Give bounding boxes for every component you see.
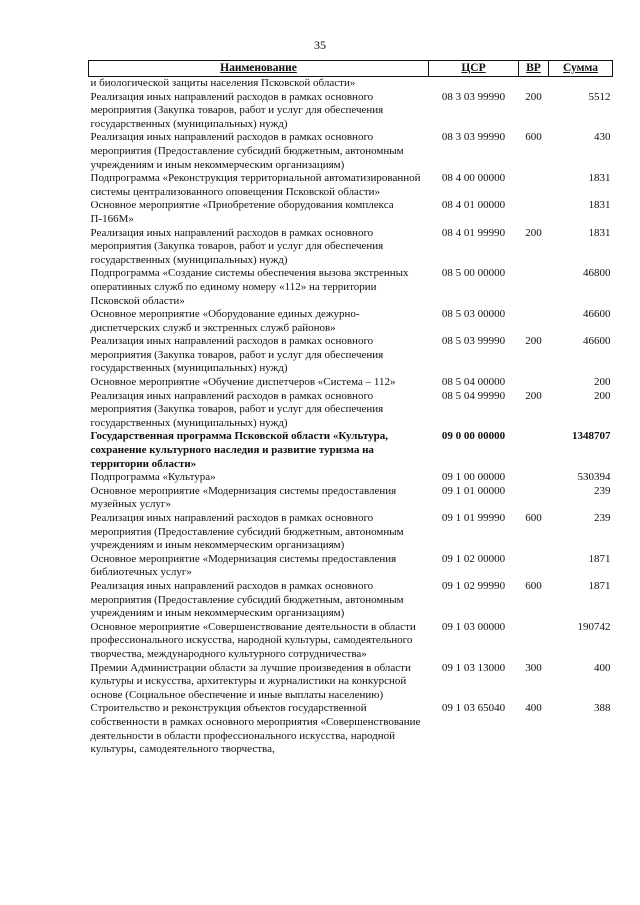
cell-vr (519, 77, 549, 91)
cell-vr: 300 (525, 661, 542, 674)
header-sum: Сумма (549, 61, 613, 77)
cell-name: и биологической защиты населения Псковской области» (90, 77, 356, 89)
table-row (89, 390, 613, 431)
cell-name: Основное мероприятие «Совершенствование деятельности в области профессионального искусства, народной культуры, самодеятельного творчества, международного культурного сотрудничества» (90, 620, 416, 660)
cell-vr (519, 267, 549, 308)
cell-sum: 5512 (588, 90, 611, 103)
cell-sum: 1871 (588, 552, 611, 565)
table-row (89, 512, 613, 553)
table-body (89, 77, 613, 757)
table-row (89, 376, 613, 390)
cell-vr (519, 172, 549, 199)
cell-vr: 200 (525, 226, 542, 239)
cell-csr: 08 5 04 00000 (441, 376, 506, 389)
table-row (89, 199, 613, 226)
cell-name: Реализация иных направлений расходов в рамках основного мероприятия (Предоставление субсидий бюджетным, автономным учреждениям и иным некоммерческим организациям) (90, 131, 404, 171)
cell-sum: 46800 (583, 267, 611, 280)
table-row (89, 430, 613, 471)
header-name: Наименование (89, 61, 429, 77)
cell-vr: 200 (525, 335, 542, 348)
cell-csr: 08 3 03 99990 (441, 131, 506, 144)
cell-csr: 08 5 03 99990 (441, 335, 506, 348)
cell-sum: 1871 (588, 579, 611, 592)
cell-csr: 09 1 02 99990 (441, 579, 506, 592)
cell-vr (519, 308, 549, 335)
cell-vr: 200 (525, 90, 542, 103)
cell-sum: 200 (594, 376, 611, 389)
cell-name: Подпрограмма «Культура» (90, 471, 216, 484)
table-row (89, 91, 613, 132)
cell-sum: 430 (594, 131, 611, 144)
table-row (89, 172, 613, 199)
page-number: 35 (314, 38, 326, 52)
cell-name: Реализация иных направлений расходов в рамках основного мероприятия (Закупка товаров, работ и услуг для обеспечения государственных (муниципальных) нужд) (90, 226, 384, 266)
cell-name: Подпрограмма «Реконструкция территориальной автоматизированной системы централизованного оповещения Псковской области» (90, 172, 421, 198)
cell-name: Основное мероприятие «Оборудование единых дежурно-диспетчерских служб и экстренных служб районов» (90, 308, 360, 334)
table-row (89, 553, 613, 580)
cell-csr: 08 5 04 99990 (441, 389, 506, 402)
cell-sum: 1831 (588, 199, 611, 212)
cell-sum: 46600 (583, 335, 611, 348)
cell-vr: 200 (525, 389, 542, 402)
cell-sum: 530394 (577, 471, 611, 484)
cell-vr: 600 (525, 579, 542, 592)
table-row (89, 335, 613, 376)
table-row (89, 580, 613, 621)
cell-csr: 09 0 00 00000 (441, 430, 506, 443)
cell-csr: 08 5 03 00000 (441, 308, 506, 321)
cell-csr: 08 4 00 00000 (441, 172, 506, 185)
table-row (89, 131, 613, 172)
cell-vr (519, 199, 549, 226)
cell-csr (429, 77, 519, 91)
table-row (89, 77, 613, 91)
table-row (89, 662, 613, 703)
cell-vr (519, 430, 549, 471)
budget-table (88, 60, 613, 757)
table-row (89, 621, 613, 662)
table-row (89, 308, 613, 335)
cell-name: Основное мероприятие «Модернизация системы предоставления библиотечных услуг» (90, 552, 397, 579)
cell-csr: 08 5 00 00000 (441, 267, 506, 280)
cell-csr: 09 1 01 00000 (441, 484, 506, 497)
cell-vr (519, 376, 549, 390)
table-row (89, 471, 613, 485)
cell-sum: 1348707 (572, 430, 611, 443)
cell-vr: 600 (525, 131, 542, 144)
table-row (89, 267, 613, 308)
cell-csr: 09 1 01 99990 (441, 512, 506, 524)
cell-name: Основное мероприятие «Модернизация системы предоставления музейных услуг» (90, 484, 397, 511)
cell-vr (519, 485, 549, 512)
cell-csr: 08 4 01 00000 (441, 199, 506, 212)
cell-sum: 400 (594, 661, 611, 674)
cell-name: Реализация иных направлений расходов в рамках основного мероприятия (Закупка товаров, работ и услуг для обеспечения государственных (муниципальных) нужд) (90, 90, 384, 130)
cell-sum: 1831 (588, 226, 611, 239)
header-csr: ЦСР (429, 61, 519, 77)
cell-vr (519, 471, 549, 485)
cell-name: Подпрограмма «Создание системы обеспечения вызова экстренных оперативных служб по единому номеру «112» на территории Псковской области» (90, 267, 409, 307)
cell-name: Реализация иных направлений расходов в рамках основного мероприятия (Закупка товаров, работ и услуг для обеспечения государственных (муниципальных) нужд) (90, 389, 384, 429)
cell-sum: 46600 (583, 308, 611, 321)
cell-vr (519, 553, 549, 580)
cell-name: Премии Администрации области за лучшие произведения в области культуры и искусства, архитектуры и журналистики на конкурсной основе (Социальное обеспечение и иные выплаты населению) (90, 661, 411, 701)
table-row (89, 702, 613, 756)
cell-vr (519, 621, 549, 662)
cell-name: Государственная программа Псковской области «Культура, сохранение культурного наследия и развитие туризма на территории области» (90, 430, 388, 470)
cell-name: Строительство и реконструкция объектов государственной собственности в рамках основного мероприятия «Совершенствование деятельности в области профессионального искусства, народной культуры, самодеятельного творчества, (90, 702, 421, 756)
cell-csr: 09 1 00 00000 (441, 471, 506, 484)
table-header-row (89, 61, 613, 77)
cell-name: Реализация иных направлений расходов в рамках основного мероприятия (Закупка товаров, работ и услуг для обеспечения государственных (муниципальных) нужд) (90, 335, 384, 375)
cell-csr: 09 1 03 13000 (441, 661, 506, 674)
cell-sum: 388 (594, 702, 611, 715)
cell-name: Реализация иных направлений расходов в рамках основного мероприятия (Предоставление субсидий бюджетным, автономным учреждениям и иным некоммерческим организациям) (90, 512, 404, 552)
cell-sum: 190742 (577, 620, 611, 633)
cell-csr: 08 4 01 99990 (441, 226, 506, 239)
cell-name: Основное мероприятие «Обучение диспетчеров «Система – 112» (90, 376, 396, 389)
cell-csr: 08 3 03 99990 (441, 90, 506, 103)
cell-vr: 400 (525, 702, 542, 715)
cell-csr: 09 1 03 00000 (441, 620, 506, 633)
cell-sum: 200 (594, 389, 611, 402)
cell-vr: 600 (525, 512, 542, 524)
cell-csr: 09 1 02 00000 (441, 552, 506, 565)
table-row (89, 485, 613, 512)
cell-sum: 1831 (588, 172, 611, 185)
header-vr: ВР (519, 61, 549, 77)
cell-sum: 239 (594, 512, 611, 524)
cell-sum (549, 77, 613, 91)
table-row (89, 227, 613, 268)
cell-sum: 239 (594, 484, 611, 497)
cell-name: Основное мероприятие «Приобретение оборудования комплекса П-166М» (90, 199, 394, 225)
cell-name: Реализация иных направлений расходов в рамках основного мероприятия (Предоставление субсидий бюджетным, автономным учреждениям и иным некоммерческим организациям) (90, 579, 404, 620)
cell-csr: 09 1 03 65040 (441, 702, 506, 715)
